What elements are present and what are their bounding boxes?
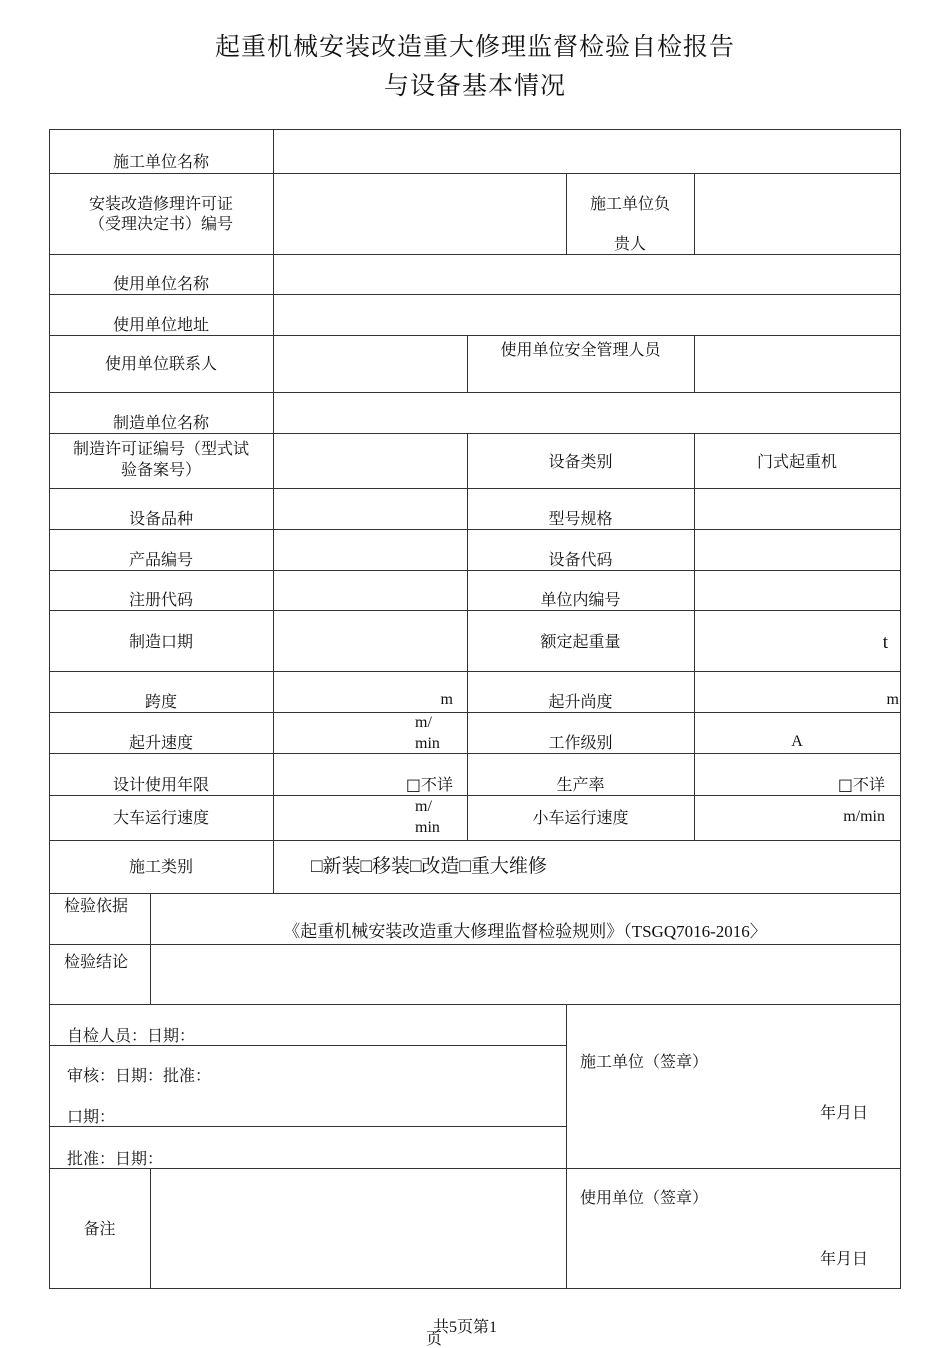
grid-line (49, 893, 901, 894)
grid-line (900, 129, 901, 1289)
grid-line (49, 1168, 901, 1169)
grid-line (49, 392, 901, 393)
grid-line (49, 129, 901, 130)
registration-code-label: 注册代码 (128, 590, 193, 609)
product-number-label: 产品编号 (128, 550, 193, 569)
permit-label-line1: 安装改造修理许可证 (88, 194, 233, 213)
user-unit-label: 使用单位名称 (112, 274, 209, 293)
grid-line (49, 1288, 901, 1289)
productivity-value: □不详 (837, 775, 885, 794)
rated-load-label: 额定起重量 (540, 632, 621, 651)
grid-line (49, 433, 901, 434)
manufacturer-label: 制造单位名称 (112, 413, 209, 432)
lifting-speed-unit-top: m/ (415, 714, 432, 731)
trolley-speed-unit: m/min (843, 808, 885, 825)
responsible-label-line2: 贵人 (613, 234, 646, 253)
inspection-conclusion-label: 检验结论 (64, 952, 129, 971)
grid-line (49, 529, 901, 530)
lifting-height-label: 起升尚度 (548, 692, 613, 711)
approve-line: 批准：日期： (67, 1149, 164, 1168)
lifting-speed-label: 起升速度 (128, 733, 193, 752)
span-unit: m (440, 691, 453, 708)
self-inspector-line: 自检人员：日期： (67, 1026, 196, 1045)
grid-line (49, 671, 901, 672)
span-label: 跨度 (144, 692, 177, 711)
crane-travel-unit-bottom: min (415, 819, 440, 836)
inspection-basis-text: 《起重机械安装改造重大修理监督检验规则》（TSGQ7016-2016〉 (283, 922, 767, 941)
inspection-basis-label: 检验依据 (64, 896, 129, 915)
report-title-line2: 与设备基本情况 (383, 71, 566, 100)
grid-line (49, 840, 901, 841)
grid-line (566, 1004, 567, 1288)
grid-line (49, 335, 901, 336)
mfg-permit-label-line2: 验备案号） (120, 460, 201, 479)
grid-line (49, 254, 901, 255)
equipment-category-label: 设备类别 (548, 452, 613, 471)
crane-travel-unit-top: m/ (415, 798, 432, 815)
grid-line (49, 795, 901, 796)
lifting-height-unit: m (886, 691, 899, 708)
crane-travel-speed-label: 大车运行速度 (112, 808, 209, 827)
page-footer-line2: 页 (425, 1331, 442, 1348)
equipment-category-value: 门式起重机 (756, 452, 837, 471)
user-seal-date: 年月日 (820, 1249, 869, 1268)
work-class-value: A (791, 733, 803, 750)
internal-number-label: 单位内编号 (540, 590, 621, 609)
permit-label-line2: （受理决定书）编号 (88, 214, 233, 233)
construction-seal-date: 年月日 (820, 1103, 869, 1122)
grid-line (49, 1004, 901, 1005)
design-life-value: □不详 (405, 775, 453, 794)
grid-line (49, 488, 901, 489)
user-contact-label: 使用单位联系人 (104, 354, 217, 373)
remarks-label: 备注 (83, 1219, 116, 1238)
grid-line (694, 173, 695, 254)
rated-load-unit: t (882, 632, 888, 653)
date-line: 口期： (67, 1107, 116, 1126)
grid-line (49, 944, 901, 945)
grid-line (49, 570, 901, 571)
equipment-code-label: 设备代码 (548, 550, 613, 569)
work-class-label: 工作级别 (548, 733, 613, 752)
construction-seal-label: 施工单位（签章） (580, 1052, 709, 1071)
mfg-permit-label-line1: 制造许可证编号（型式试 (72, 439, 249, 458)
report-title-line1: 起重机械安装改造重大修理监督检验自检报告 (214, 32, 735, 61)
equipment-variety-label: 设备品种 (128, 509, 193, 528)
construction-unit-label: 施工单位名称 (112, 152, 209, 171)
construction-type-label: 施工类别 (128, 857, 193, 876)
grid-line (49, 753, 901, 754)
design-life-label: 设计使用年限 (112, 775, 209, 794)
safety-manager-label: 使用单位安全管理人员 (500, 340, 661, 359)
productivity-label: 生产率 (556, 775, 605, 794)
lifting-speed-unit-bottom: min (415, 735, 440, 752)
page-footer-line1: 共5页第1 (432, 1319, 497, 1336)
construction-type-options: □新装□移装□改造□重大维修 (311, 856, 547, 877)
model-spec-label: 型号规格 (548, 509, 613, 528)
grid-line (49, 1126, 566, 1127)
trolley-speed-label: 小车运行速度 (532, 808, 629, 827)
responsible-label-line1: 施工单位负 (589, 194, 670, 213)
grid-line (49, 173, 901, 174)
grid-line (49, 610, 901, 611)
grid-line (694, 335, 695, 392)
manufacture-date-label: 制造口期 (128, 632, 193, 651)
user-seal-label: 使用单位（签章） (580, 1188, 709, 1207)
grid-line (150, 1168, 151, 1288)
user-address-label: 使用单位地址 (112, 315, 209, 334)
review-line: 审核：日期：批准： (67, 1066, 212, 1085)
grid-line (49, 294, 901, 295)
grid-line (49, 712, 901, 713)
grid-line (150, 893, 151, 1004)
